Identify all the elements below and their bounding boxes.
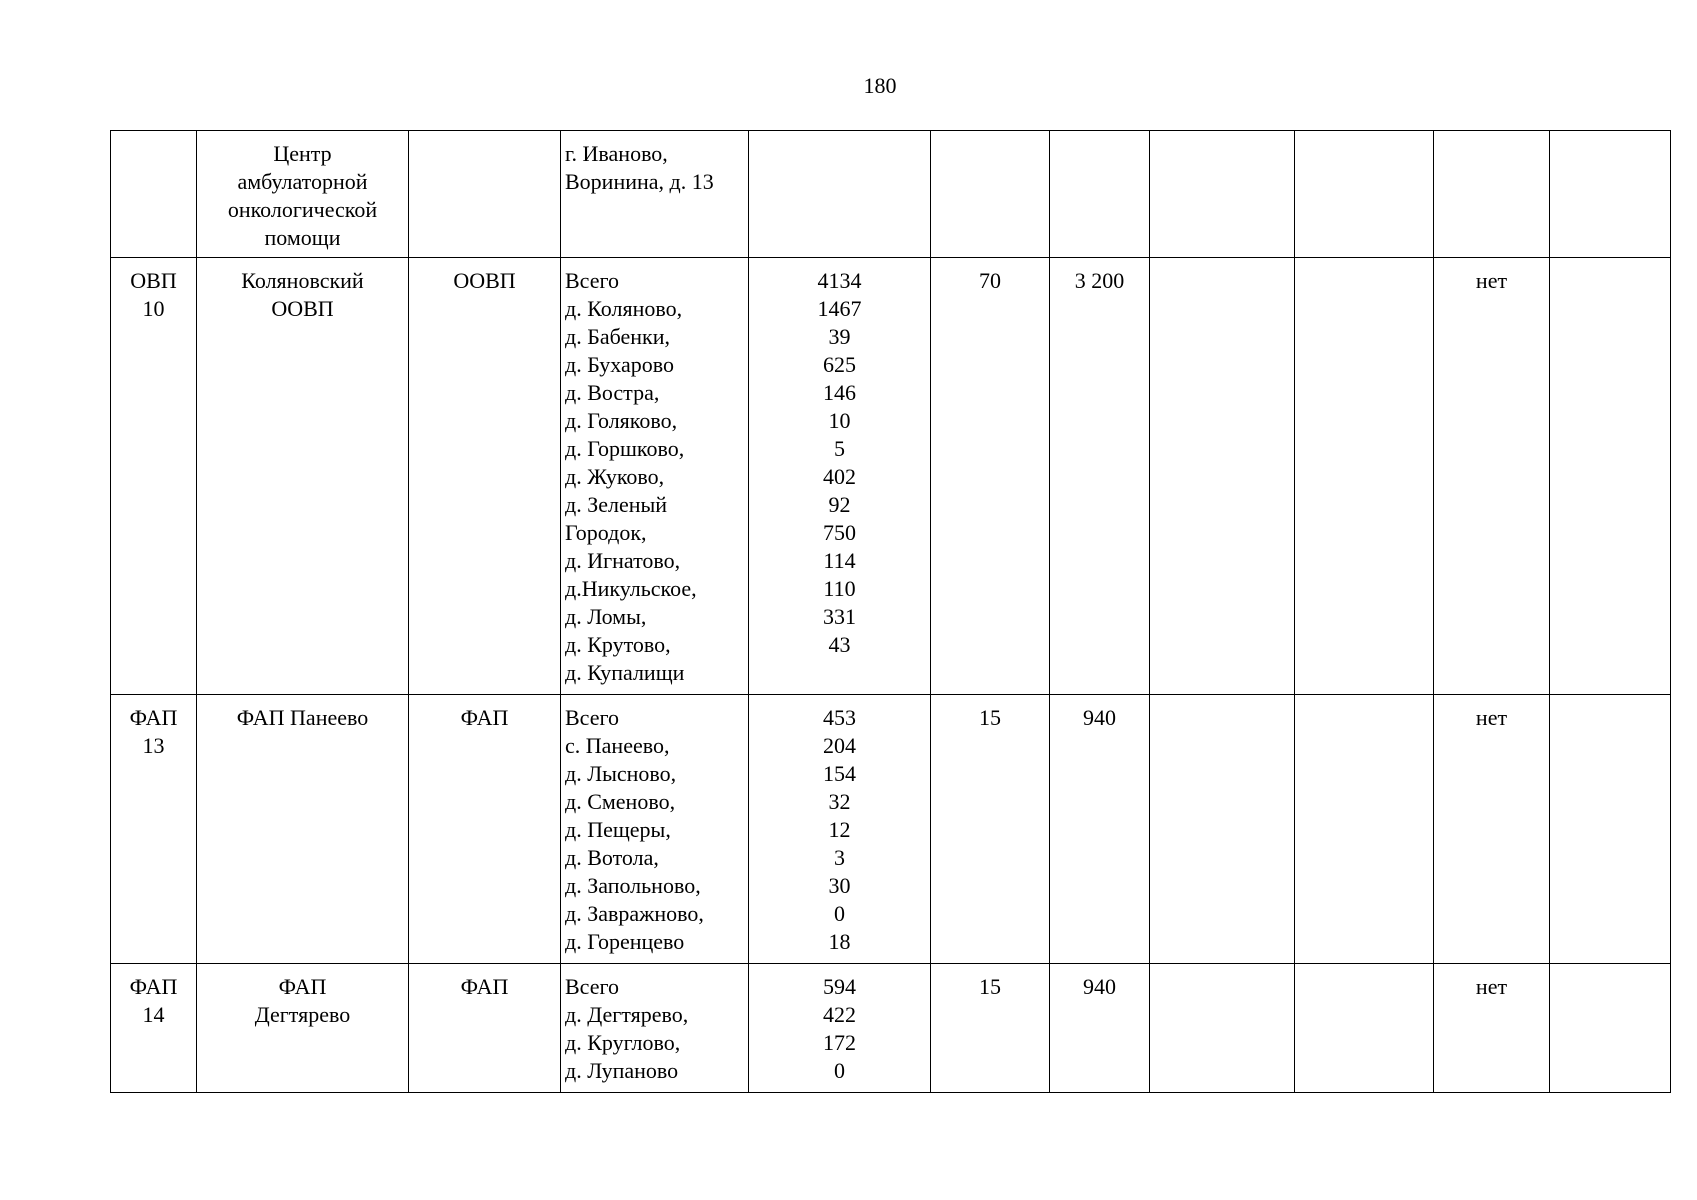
cell-col7 (1050, 131, 1150, 258)
cell-population-line: 625 (823, 352, 856, 377)
cell-settlements-line: д. Лысново, (565, 761, 677, 786)
cell-population (749, 964, 931, 1093)
table-row (111, 964, 1671, 1093)
cell-col6 (931, 695, 1050, 964)
cell-facility-name-line: Дегтярево (254, 1002, 351, 1027)
cell-col8 (1150, 258, 1295, 695)
cell-population-line: 331 (823, 604, 856, 629)
cell-col7-value: 3 200 (1074, 268, 1125, 293)
cell-code (111, 258, 197, 695)
cell-settlements-line: Всего (565, 268, 619, 293)
cell-facility-name-line: онкологической (227, 197, 378, 222)
cell-settlements-line: г. Иваново, (565, 141, 668, 166)
cell-col11 (1550, 258, 1671, 695)
cell-col9 (1295, 131, 1434, 258)
cell-col9 (1295, 258, 1434, 695)
cell-col11 (1550, 964, 1671, 1093)
cell-facility-name-line: амбулаторной (237, 169, 368, 194)
cell-settlements-line: д. Колянoво, (565, 296, 683, 321)
cell-settlements-line: д. Игнатово, (565, 548, 681, 573)
cell-facility-type (409, 131, 561, 258)
cell-facility-name-line: ООВП (271, 296, 334, 321)
cell-col6-value: 70 (979, 268, 1001, 293)
cell-facility-name-line: помощи (264, 225, 341, 250)
cell-population (749, 258, 931, 695)
cell-col6 (931, 131, 1050, 258)
cell-col11 (1550, 695, 1671, 964)
cell-population-line: 18 (828, 929, 851, 954)
table-row (111, 258, 1671, 695)
cell-col7 (1050, 964, 1150, 1093)
cell-facility-type (409, 695, 561, 964)
cell-settlements-line: Воринина, д. 13 (565, 169, 714, 194)
cell-settlements-line: д. Запольново, (565, 873, 701, 898)
cell-settlements (561, 964, 749, 1093)
cell-col10-value: нет (1475, 268, 1508, 293)
cell-code-line: ФАП (129, 974, 178, 999)
cell-facility-name-line: Коляновский (241, 268, 364, 293)
cell-col9 (1295, 695, 1434, 964)
cell-population-line: 594 (823, 974, 856, 999)
cell-settlements-line: Городок, (565, 520, 647, 545)
cell-population-line: 146 (823, 380, 856, 405)
table-body (111, 131, 1671, 1093)
cell-settlements-line: д.Никульское, (565, 576, 697, 601)
page-number: 180 (863, 73, 897, 98)
cell-col6 (931, 258, 1050, 695)
cell-code (111, 964, 197, 1093)
cell-settlements-line: Всего (565, 974, 619, 999)
cell-col7-value: 940 (1083, 705, 1116, 730)
cell-col11 (1550, 131, 1671, 258)
cell-population-line: 154 (823, 761, 856, 786)
cell-settlements (561, 258, 749, 695)
cell-population-line: 402 (823, 464, 856, 489)
cell-settlements-line: д. Круглово, (565, 1030, 681, 1055)
cell-population-line: 114 (823, 548, 856, 573)
cell-settlements-line: д. Бухарово (565, 352, 674, 377)
cell-population-line: 0 (834, 901, 845, 926)
cell-population-line: 204 (823, 733, 856, 758)
cell-facility-name (197, 258, 409, 695)
cell-facility-name (197, 695, 409, 964)
cell-col9 (1295, 964, 1434, 1093)
cell-settlements-line: д. Бабенки, (565, 324, 670, 349)
cell-facility-name-line: Центр (273, 141, 332, 166)
cell-population-line: 110 (823, 576, 856, 601)
cell-settlements-line: д. Ломы, (565, 604, 647, 629)
cell-facility-type-line: ФАП (460, 705, 509, 730)
cell-population-line: 453 (823, 705, 856, 730)
cell-population (749, 131, 931, 258)
cell-settlements-line: д. Горенцево (565, 929, 685, 954)
cell-col6 (931, 964, 1050, 1093)
facilities-table (110, 130, 1671, 1093)
cell-facility-name (197, 964, 409, 1093)
cell-col8 (1150, 695, 1295, 964)
cell-settlements-line: д. Пещеры, (565, 817, 671, 842)
cell-settlements (561, 131, 749, 258)
cell-population (749, 695, 931, 964)
cell-col7 (1050, 695, 1150, 964)
cell-col7-value: 940 (1083, 974, 1116, 999)
cell-facility-type-line: ООВП (453, 268, 516, 293)
cell-population-line: 10 (828, 408, 851, 433)
table-row (111, 131, 1671, 258)
cell-population-line: 92 (828, 492, 851, 517)
cell-facility-type (409, 258, 561, 695)
cell-col10 (1434, 964, 1550, 1093)
cell-settlements-line: д. Завражново, (565, 901, 704, 926)
cell-facility-name (197, 131, 409, 258)
cell-settlements-line: д. Купалищи (565, 660, 685, 685)
cell-settlements-line: д. Дегтярево, (565, 1002, 689, 1027)
cell-population-line: 32 (828, 789, 851, 814)
cell-code-line: 14 (142, 1002, 165, 1027)
cell-population-line: 4134 (817, 268, 862, 293)
cell-population-line: 1467 (817, 296, 862, 321)
cell-col10-value: нет (1475, 974, 1508, 999)
cell-settlements-line: д. Крутово, (565, 632, 671, 657)
cell-settlements-line: д. Вотола, (565, 845, 659, 870)
cell-settlements-line: с. Панеево, (565, 733, 670, 758)
cell-code-line: ОВП (130, 268, 177, 293)
cell-facility-type-line: ФАП (460, 974, 509, 999)
cell-col10 (1434, 258, 1550, 695)
cell-code (111, 131, 197, 258)
cell-code-line: 13 (142, 733, 165, 758)
cell-population-line: 43 (828, 632, 851, 657)
cell-settlements (561, 695, 749, 964)
cell-settlements-line: д. Жуково, (565, 464, 665, 489)
cell-col10 (1434, 695, 1550, 964)
cell-col6-value: 15 (979, 705, 1001, 730)
cell-col8 (1150, 131, 1295, 258)
cell-population-line: 39 (828, 324, 851, 349)
cell-population-line: 750 (823, 520, 856, 545)
cell-facility-type (409, 964, 561, 1093)
cell-population-line: 0 (834, 1058, 845, 1083)
cell-settlements-line: Всего (565, 705, 619, 730)
cell-settlements-line: д. Лупаново (565, 1058, 679, 1083)
cell-col6-value: 15 (979, 974, 1001, 999)
cell-population-line: 422 (823, 1002, 856, 1027)
cell-population-line: 172 (823, 1030, 856, 1055)
cell-settlements-line: д. Горшково, (565, 436, 685, 461)
cell-col10-value: нет (1475, 705, 1508, 730)
table-row (111, 695, 1671, 964)
cell-code-line: 10 (142, 296, 165, 321)
cell-col7 (1050, 258, 1150, 695)
cell-col8 (1150, 964, 1295, 1093)
cell-settlements-line: д. Голяково, (565, 408, 678, 433)
cell-facility-name-line: ФАП (278, 974, 327, 999)
cell-code-line: ФАП (129, 705, 178, 730)
cell-population-line: 5 (834, 436, 845, 461)
cell-code (111, 695, 197, 964)
cell-population-line: 30 (828, 873, 851, 898)
cell-settlements-line: д. Сменово, (565, 789, 676, 814)
cell-settlements-line: д. Востра, (565, 380, 660, 405)
cell-facility-name-line: ФАП Панеево (236, 705, 369, 730)
cell-population-line: 3 (834, 845, 845, 870)
cell-settlements-line: д. Зеленый (565, 492, 668, 517)
cell-col10 (1434, 131, 1550, 258)
cell-population-line: 12 (828, 817, 851, 842)
